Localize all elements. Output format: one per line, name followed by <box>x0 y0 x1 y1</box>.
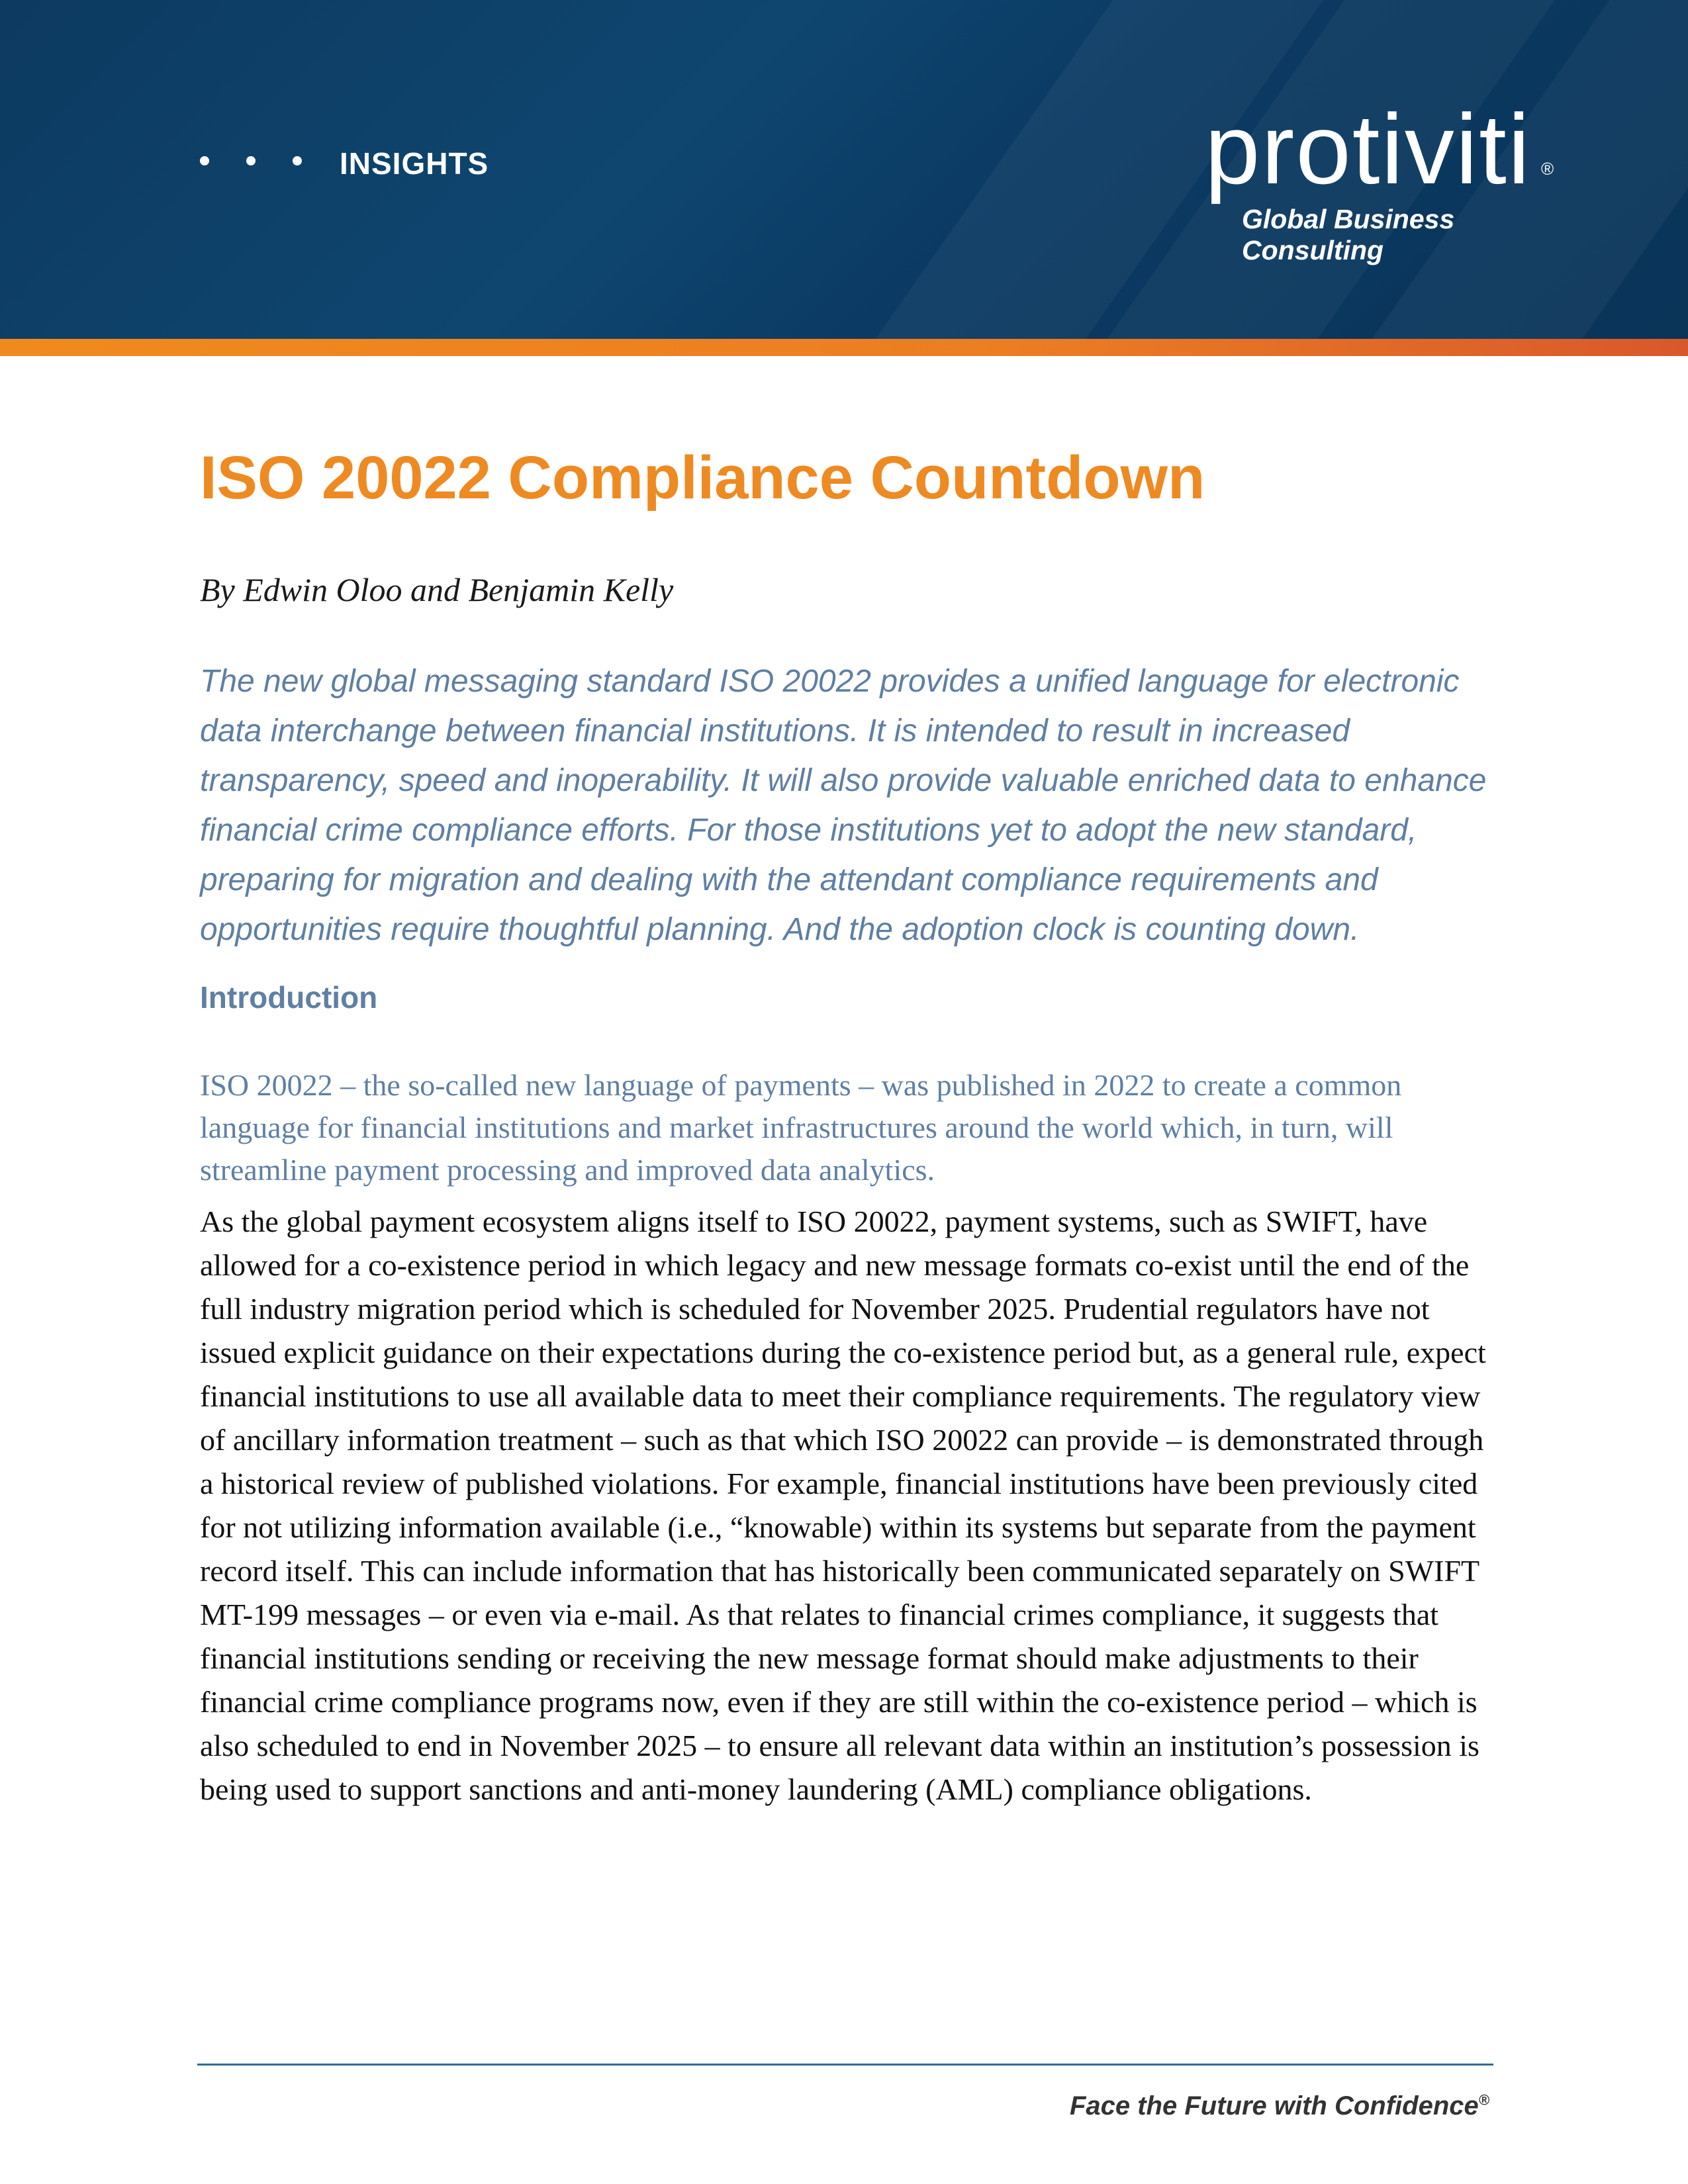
protiviti-logo <box>1205 93 1575 266</box>
dot-icon <box>200 156 209 165</box>
article-title: ISO 20022 Compliance Countdown <box>200 444 1205 512</box>
dot-icon <box>246 156 256 165</box>
body-paragraph: As the global payment ecosystem aligns itself to ISO 20022, payment systems, such as SWIFT, have allowed for a co-existence period in which legacy and new message formats co-exist until the end of the full industry migration period which is scheduled for November 2025. Prudential regulators have not issued explicit guidance on their expectations during the co-existence period but, as a general rule, expect financial institutions to use all available data to meet their compliance requirements. The regulatory view of ancillary information treatment – such as that which ISO 20022 can provide – is demonstrated through a historical review of published violations. For example, financial institutions have been previously cited for not utilizing information available (i.e., “knowable) within its systems but separate from the payment record itself. This can include information that has historically been communicated separately on SWIFT MT-199 messages – or even via e-mail. As that relates to financial crimes compliance, it suggests that financial institutions sending or receiving the new message format should make adjustments to their financial crime compliance programs now, even if they are still within the co-existence period – which is also scheduled to end in November 2025 – to ensure all relevant data within an institution’s possession is being used to support sanctions and anti-money laundering (AML) compliance obligations. <box>200 1205 1486 1806</box>
bullet-dots <box>200 156 302 165</box>
tagline-registered-mark: ® <box>1478 2091 1489 2109</box>
logo-wordmark <box>1205 93 1556 205</box>
logo-word: protiviti <box>1205 93 1532 205</box>
tagline-text: Face the Future with Confidence <box>1069 2091 1479 2120</box>
intro-lead-paragraph: ISO 20022 – the so-called new language of payments – was published in 2022 to create a common language for financial institutions and market infrastructures around the world which, in turn, will streamline payment processing and improved data analytics. <box>200 1068 1402 1187</box>
article-summary: The new global messaging standard ISO 20022 provides a unified language for electronic data interchange between financial institutions. It is intended to result in increased transparency, speed and inoperability. It will also provide valuable enriched data to enhance financial crime compliance efforts. For those institutions yet to adopt the new standard, preparing for migration and dealing with the attendant compliance requirements and opportunities require thoughtful planning. And the adoption clock is counting down. <box>200 664 1487 947</box>
footer-tagline <box>1070 2091 1489 2121</box>
footer-divider <box>197 2064 1493 2066</box>
header-banner <box>0 0 1688 339</box>
insights-label: INSIGHTS <box>340 146 489 181</box>
logo-tagline: Global Business Consulting <box>1242 204 1455 265</box>
orange-accent-bar <box>0 339 1688 356</box>
section-heading-introduction: Introduction <box>200 980 378 1015</box>
author-byline: By Edwin Oloo and Benjamin Kelly <box>200 571 674 608</box>
dot-icon <box>293 156 302 165</box>
logo-registered-mark: ® <box>1540 159 1556 179</box>
